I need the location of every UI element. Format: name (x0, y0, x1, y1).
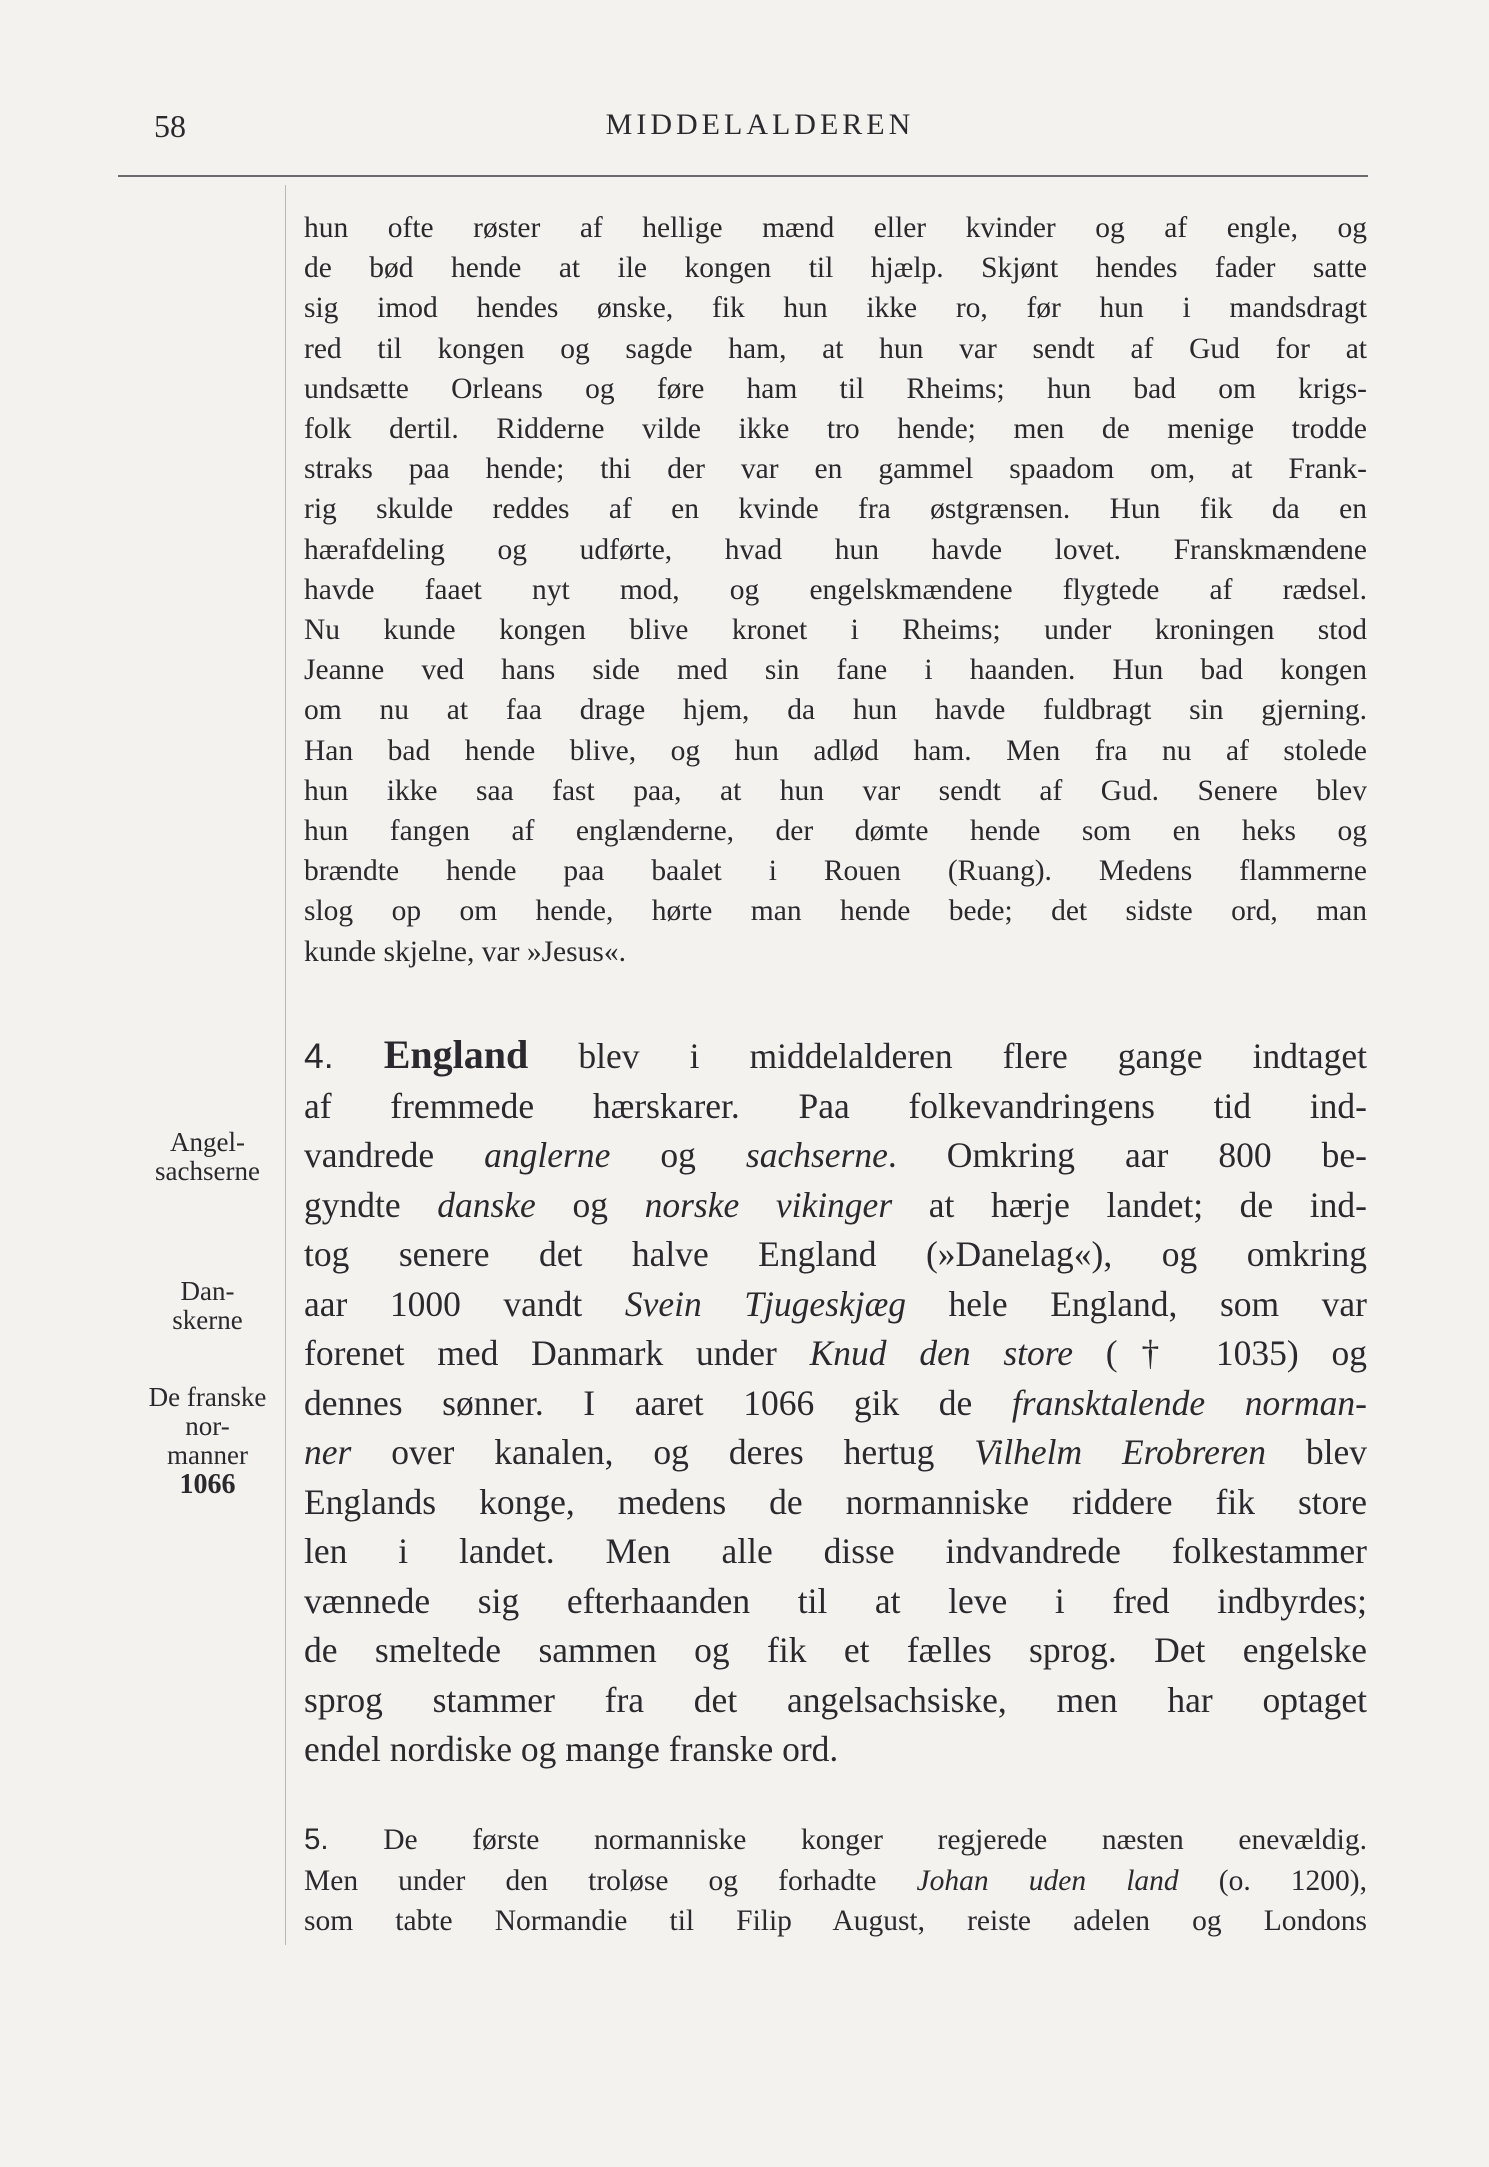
text-span: (o. 1200), (1178, 1864, 1367, 1897)
text-line (304, 1280, 1367, 1330)
text-span: gyndte (304, 1184, 438, 1225)
margin-note-line: sachserne (155, 1156, 260, 1186)
text-line: de smeltede sammen og fik et fælles sprog. Det engelske (304, 1630, 1367, 1670)
italic-term: sachserne (745, 1135, 888, 1175)
text-span: og (610, 1135, 746, 1175)
text-span: aar 1000 vandt (304, 1283, 625, 1324)
text-span: forenet med Danmark under (304, 1333, 810, 1373)
text-line: len i landet. Men alle disse indvandrede folkestammer (304, 1531, 1367, 1571)
margin-note-danskerne (130, 1277, 285, 1335)
section-5-normanniske-konger (304, 1820, 1367, 1942)
text-line (304, 1861, 1367, 1902)
margin-note-line: De franske (148, 1382, 267, 1412)
italic-term: Svein Tjugeskjæg (624, 1283, 906, 1324)
italic-term: norske vikinger (644, 1184, 893, 1225)
text-line: sprog stammer fra det angelsachsiske, men har optaget (304, 1679, 1367, 1720)
margin-note-line: Angel- (170, 1127, 245, 1157)
italic-term: Johan uden land (916, 1864, 1179, 1897)
text-line (304, 1030, 1367, 1082)
italic-term: ner (304, 1432, 352, 1472)
running-title: MIDDELALDEREN (605, 108, 915, 141)
text-line: hun ofte røster af hellige mænd eller kvinder og af engle, og (304, 212, 1367, 244)
text-span: over kanalen, og deres hertug (351, 1432, 975, 1472)
text-span: hele England, som var (906, 1283, 1367, 1324)
text-line (304, 1131, 1367, 1181)
text-line: havde faaet nyt mod, og engelskmændene flygtede af rædsel. (304, 573, 1367, 606)
text-line: om nu at faa drage hjem, da hun havde fuldbragt sin gjerning. (304, 694, 1367, 727)
text-span: . Omkring aar 800 be- (887, 1135, 1368, 1175)
text-line: Jeanne ved hans side med sin fane i haanden. Hun bad kongen (304, 654, 1367, 687)
italic-term: fransktalende norman- (1011, 1382, 1367, 1423)
text-span: blev i middelalderen flere gange indtaget (578, 1036, 1368, 1076)
text-span: Men under den troløse og forhadte (304, 1864, 917, 1897)
text-line: hun ikke saa fast paa, at hun var sendt af Gud. Senere blev (304, 774, 1367, 807)
text-line: hærafdeling og udførte, hvad hun havde lovet. Franskmændene (304, 533, 1367, 566)
text-span: († 1035) og (1073, 1333, 1367, 1373)
section-number: 5. (304, 1823, 329, 1856)
italic-term: Knud den store (809, 1333, 1074, 1373)
italic-term: anglerne (484, 1135, 611, 1175)
text-line: af fremmede hærskarer. Paa folkevandringens tid ind- (304, 1085, 1367, 1126)
text-line: Han bad hende blive, og hun adlød ham. Men fra nu af stolede (304, 734, 1367, 767)
text-line: hun fangen af englænderne, der dømte hende som en heks og (304, 815, 1367, 848)
text-line (304, 1329, 1367, 1379)
margin-column-rule (285, 185, 286, 1945)
margin-note-angelsachserne (130, 1128, 285, 1186)
text-line (304, 1379, 1367, 1429)
page-number: 58 (154, 108, 186, 144)
text-line: Nu kunde kongen blive kronet i Rheims; under kroningen stod (304, 614, 1367, 647)
margin-note-line: skerne (172, 1305, 243, 1335)
italic-term: danske (437, 1184, 536, 1225)
text-span: dennes sønner. I aaret 1066 gik de (304, 1382, 1012, 1423)
text-line: kunde skjelne, var »Jesus«. (304, 935, 626, 968)
section-number: 4. (304, 1036, 334, 1076)
text-span: De første normanniske konger regjerede næsten enevældig. (383, 1824, 1367, 1856)
text-span: vandrede (304, 1135, 485, 1175)
header-rule (118, 175, 1368, 177)
section-heading: England (383, 1032, 529, 1077)
margin-note-normanner (130, 1383, 285, 1499)
text-line: straks paa hende; thi der var en gammel spaadom om, at Frank- (304, 453, 1367, 486)
text-line: rig skulde reddes af en kvinde fra østgrænsen. Hun fik da en (304, 493, 1367, 526)
text-line: brændte hende paa baalet i Rouen (Ruang). Medens flammerne (304, 855, 1367, 888)
text-span: at hærje landet; de ind- (892, 1184, 1367, 1225)
text-line (304, 1181, 1367, 1231)
text-line: endel nordiske og mange franske ord. (304, 1729, 839, 1769)
text-line (304, 1820, 1367, 1861)
italic-term: Vilhelm Erobreren (974, 1432, 1266, 1472)
margin-note-year: 1066 (179, 1469, 236, 1500)
margin-note-line: Dan- (180, 1276, 235, 1306)
text-line: Englands konge, medens de normanniske riddere fik store (304, 1481, 1367, 1522)
paragraph-jeanne-darc (304, 208, 1367, 972)
text-line: de bød hende at ile kongen til hjælp. Skjønt hendes fader satte (304, 252, 1367, 285)
text-line: undsætte Orleans og føre ham til Rheims; hun bad om krigs- (304, 372, 1367, 405)
page-header (150, 108, 1370, 158)
text-line: som tabte Normandie til Filip August, reiste adelen og Londons (304, 1905, 1367, 1938)
section-4-england (304, 1030, 1367, 1775)
margin-note-line: nor- (185, 1411, 230, 1441)
text-line: sig imod hendes ønske, fik hun ikke ro, før hun i mandsdragt (304, 292, 1367, 325)
text-span: blev (1265, 1432, 1367, 1472)
text-span: og (535, 1184, 645, 1225)
margin-note-line: manner (167, 1440, 248, 1470)
text-line: red til kongen og sagde ham, at hun var sendt af Gud for at (304, 332, 1367, 365)
text-line (304, 1428, 1367, 1478)
text-line: tog senere det halve England (»Danelag«), og omkring (304, 1234, 1367, 1274)
text-line: vænnede sig efterhaanden til at leve i fred indbyrdes; (304, 1580, 1367, 1621)
text-line: slog op om hende, hørte man hende bede; det sidste ord, man (304, 895, 1367, 928)
text-line: folk dertil. Ridderne vilde ikke tro hende; men de menige trodde (304, 413, 1367, 446)
